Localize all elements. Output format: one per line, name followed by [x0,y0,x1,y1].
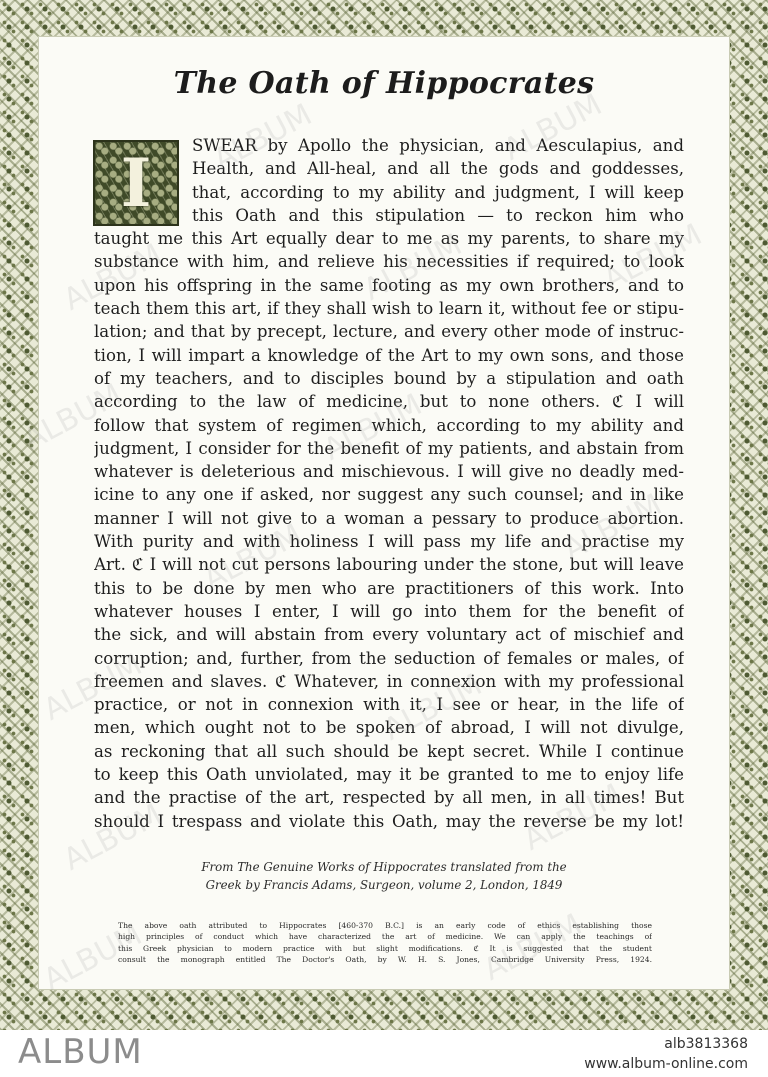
oath-line: follow that system of regimen which, according to my ability and [94,415,684,435]
oath-line: whatever houses I enter, I will go into them for the benefit of [94,601,684,621]
oath-line: to keep this Oath unviolated, may it be granted to me to enjoy life [94,765,684,785]
document-title: The Oath of Hippocrates [173,66,595,101]
oath-line: With purity and with holiness I will pass my life and practise my [94,532,684,552]
oath-line: according to the law of medicine, but to none others. ℭ I will [94,392,684,412]
oath-line: Art. ℭ I will not cut persons labouring under the stone, but will leave [94,555,684,575]
oath-line: freemen and slaves. ℭ Whatever, in connexion with my professional [94,671,684,691]
document-page [38,36,730,990]
oath-line: substance with him, and relieve his necessities if required; to look [94,252,684,272]
oath-line: as reckoning that all such should be kept secret. While I continue [94,741,684,761]
footer-brand-logo: ALBUM [18,1032,143,1072]
website-link[interactable]: www.album-online.com [584,1056,748,1072]
source-citation [38,858,730,894]
oath-line: judgment, I consider for the benefit of my patients, and abstain from [94,438,684,458]
oath-line: this to be done by men who are practitioners of this work. Into [94,578,684,598]
citation-line: From The Genuine Works of Hippocrates translated from the [201,860,567,874]
footer-bar [0,1030,768,1077]
oath-line: that, according to my ability and judgment, I will keep [192,182,684,202]
footnote-line: high principles of conduct which have characterized the art of medicine. We can apply the teachings of [118,932,652,942]
oath-line: SWEAR by Apollo the physician, and Aesculapius, and [192,136,684,155]
footnote-line: The above oath attributed to Hippocrates [460-370 B.C.] is an early code of ethics establishing those [118,921,652,930]
oath-line: men, which ought not to be spoken of abroad, I will not divulge, [94,718,684,738]
footnote-line: this Greek physician to modern practice with but slight modifications. ℭ It is suggested that the student [118,943,652,953]
oath-line: should I trespass and violate this Oath, may the reverse be my lot! [94,811,684,831]
citation-line: Greek by Francis Adams, Surgeon, volume 2, London, 1849 [205,878,563,892]
image-id-label: alb3813368 [664,1036,748,1052]
oath-line: and the practise of the art, respected by all men, in all times! But [94,788,684,808]
oath-line: this Oath and this stipulation — to reckon him who [192,205,684,225]
oath-line: corruption; and, further, from the seduction of females or males, of [94,648,684,668]
oath-line: lation; and that by precept, lecture, and every other mode of instruc- [94,322,684,342]
oath-line: taught me this Art equally dear to me as my parents, to share my [94,229,684,249]
oath-line: whatever is deleterious and mischievous. I will give no deadly med- [94,462,684,482]
oath-line: of my teachers, and to disciples bound by a stipulation and oath [94,368,684,388]
footnote-text [118,920,652,966]
footnote-line: consult the monograph entitled The Doctor's Oath, by W. H. S. Jones, Cambridge University Press, 1924. [118,955,652,965]
oath-line: tion, I will impart a knowledge of the Art to my own sons, and those [94,345,684,365]
oath-line: the sick, and will abstain from every voluntary act of mischief and [94,625,684,645]
oath-line: manner I will not give to a woman a pessary to produce abortion. [94,508,684,528]
oath-line: teach them this art, if they shall wish to learn it, without fee or stipu- [94,299,684,319]
oath-body-text [94,134,684,833]
oath-line: icine to any one if asked, nor suggest any such counsel; and in like [94,485,684,505]
drop-cap-letter: I [120,144,152,222]
oath-line: practice, or not in connexion with it, I see or hear, in the life of [94,695,684,715]
oath-line: upon his offspring in the same footing as my own brothers, and to [94,275,684,295]
oath-line: Health, and All-heal, and all the gods and goddesses, [192,159,684,179]
